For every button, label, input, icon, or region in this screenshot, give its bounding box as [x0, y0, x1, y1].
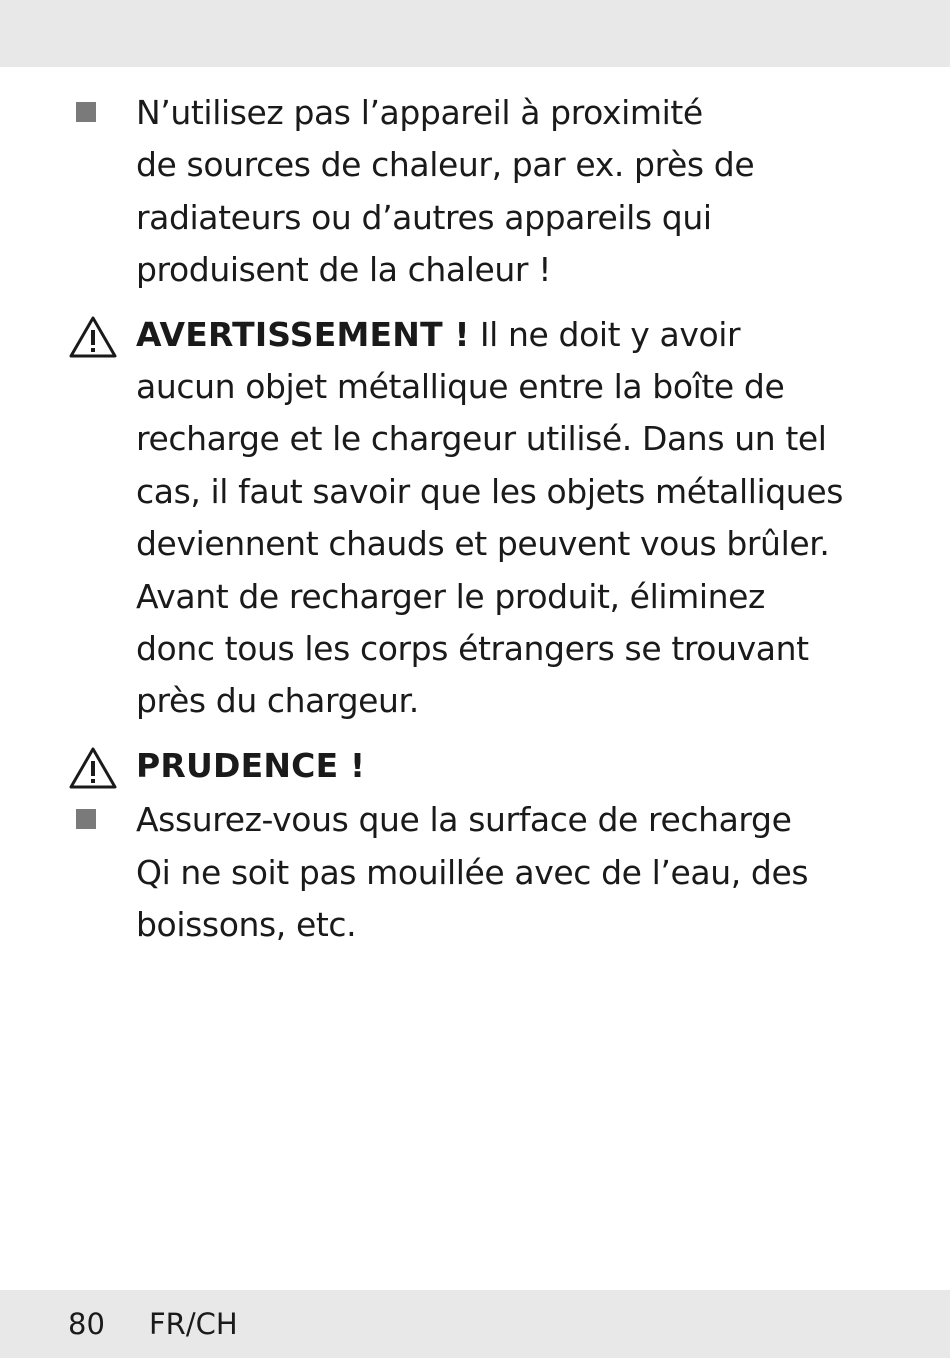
text-line: Qi ne soit pas mouillée avec de l’eau, des: [136, 852, 809, 892]
caution-heading: [0, 740, 950, 792]
language-code: FR/CH: [149, 1307, 238, 1341]
text-line: de sources de chaleur, par ex. près de: [136, 145, 755, 185]
warning-block: [0, 309, 950, 728]
text-line: Avant de recharger le produit, éliminez: [136, 576, 765, 616]
text-line: Assurez-vous que la surface de recharge: [136, 800, 792, 840]
text-line: boissons, etc.: [136, 905, 357, 945]
page-number: 80: [68, 1307, 105, 1341]
text-line: cas, il faut savoir que les objets métalliques: [136, 471, 844, 511]
warning-triangle-icon: [68, 746, 118, 790]
warning-first-line: [136, 309, 890, 361]
square-bullet-icon: [76, 809, 96, 829]
text-line: donc tous les corps étrangers se trouvant: [136, 629, 809, 669]
warning-text-start: Il ne doit y avoir: [469, 314, 741, 354]
footer-band: [0, 1290, 950, 1358]
text-line: aucun objet métallique entre la boîte de: [136, 367, 785, 407]
warning-label: AVERTISSEMENT !: [136, 314, 470, 354]
bullet-item-heat-sources: [0, 87, 950, 297]
text-line: recharge et le chargeur utilisé. Dans un tel: [136, 419, 827, 459]
bullet-item-moisture: [0, 794, 950, 951]
square-bullet-icon: [76, 102, 96, 122]
text-line: deviennent chauds et peuvent vous brûler.: [136, 524, 830, 564]
warning-triangle-icon: [68, 315, 118, 359]
text-line: N’utilisez pas l’appareil à proximité: [136, 93, 703, 132]
text-line: produisent de la chaleur !: [136, 250, 552, 290]
header-band: [0, 0, 950, 67]
caution-label: PRUDENCE !: [136, 745, 366, 785]
text-line: radiateurs ou d’autres appareils qui: [136, 197, 712, 237]
manual-content: [0, 87, 950, 952]
text-line: près du chargeur.: [136, 681, 419, 721]
